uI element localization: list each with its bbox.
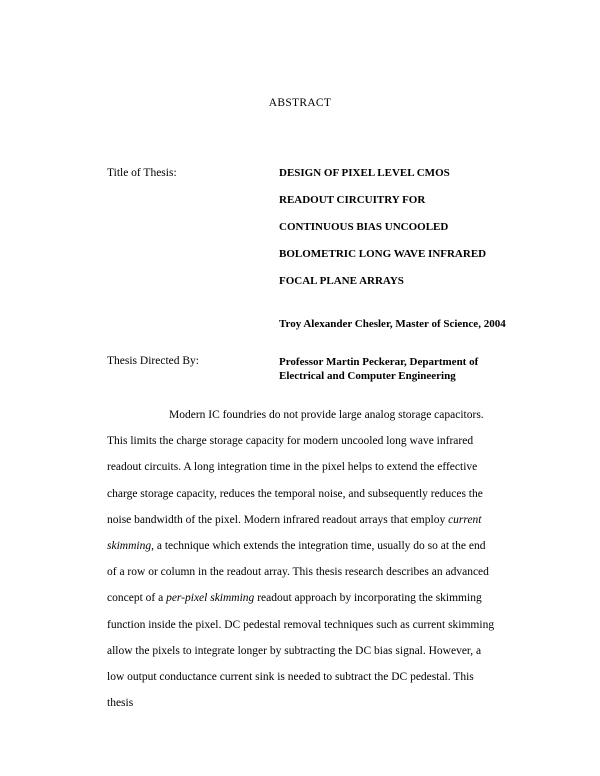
abstract-body <box>107 402 497 716</box>
abstract-text-part-1: Modern IC foundries do not provide large analog storage capacitors. This limits the charge storage capacity for modern uncooled long wave infrared readout circuits. A long integration time in the pixel helps to extend the effective charge storage capacity, reduces the temporal noise, and subsequently reduces the noise bandwidth of the pixel. Modern infrared readout arrays that employ <box>107 409 484 526</box>
thesis-title-line-3: CONTINUOUS BIAS UNCOOLED <box>279 221 449 233</box>
term-per-pixel-skimming: per-pixel skimming <box>166 592 255 605</box>
abstract-heading: ABSTRACT <box>268 97 332 109</box>
author-degree: Troy Alexander Chesler, Master of Science, 2004 <box>279 318 506 330</box>
thesis-title-line-2: READOUT CIRCUITRY FOR <box>279 194 426 206</box>
abstract-paragraph <box>107 402 497 716</box>
thesis-director: Professor Martin Peckerar, Department of Electrical and Computer Engineering <box>279 356 479 382</box>
thesis-title-line-5: FOCAL PLANE ARRAYS <box>279 275 404 287</box>
thesis-title-line-1: DESIGN OF PIXEL LEVEL CMOS <box>279 167 450 179</box>
thesis-title-line-4: BOLOMETRIC LONG WAVE INFRARED <box>279 248 487 260</box>
title-label: Title of Thesis: <box>107 167 177 179</box>
director-label: Thesis Directed By: <box>107 355 199 367</box>
abstract-text-part-3: readout approach by incorporating the skimming function inside the pixel. DC pedestal removal techniques such as current skimming allow the pixels to integrate longer by subtracting the DC bias signal. However, a low output conductance current sink is needed to subtract the DC pedestal. This thesis <box>107 592 495 710</box>
term-current-skimming: current skimming <box>107 513 482 553</box>
abstract-text-part-2: , a technique which extends the integration time, usually do so at the end of a row or column in the readout array. This thesis research describes an advanced concept of a <box>107 540 489 605</box>
